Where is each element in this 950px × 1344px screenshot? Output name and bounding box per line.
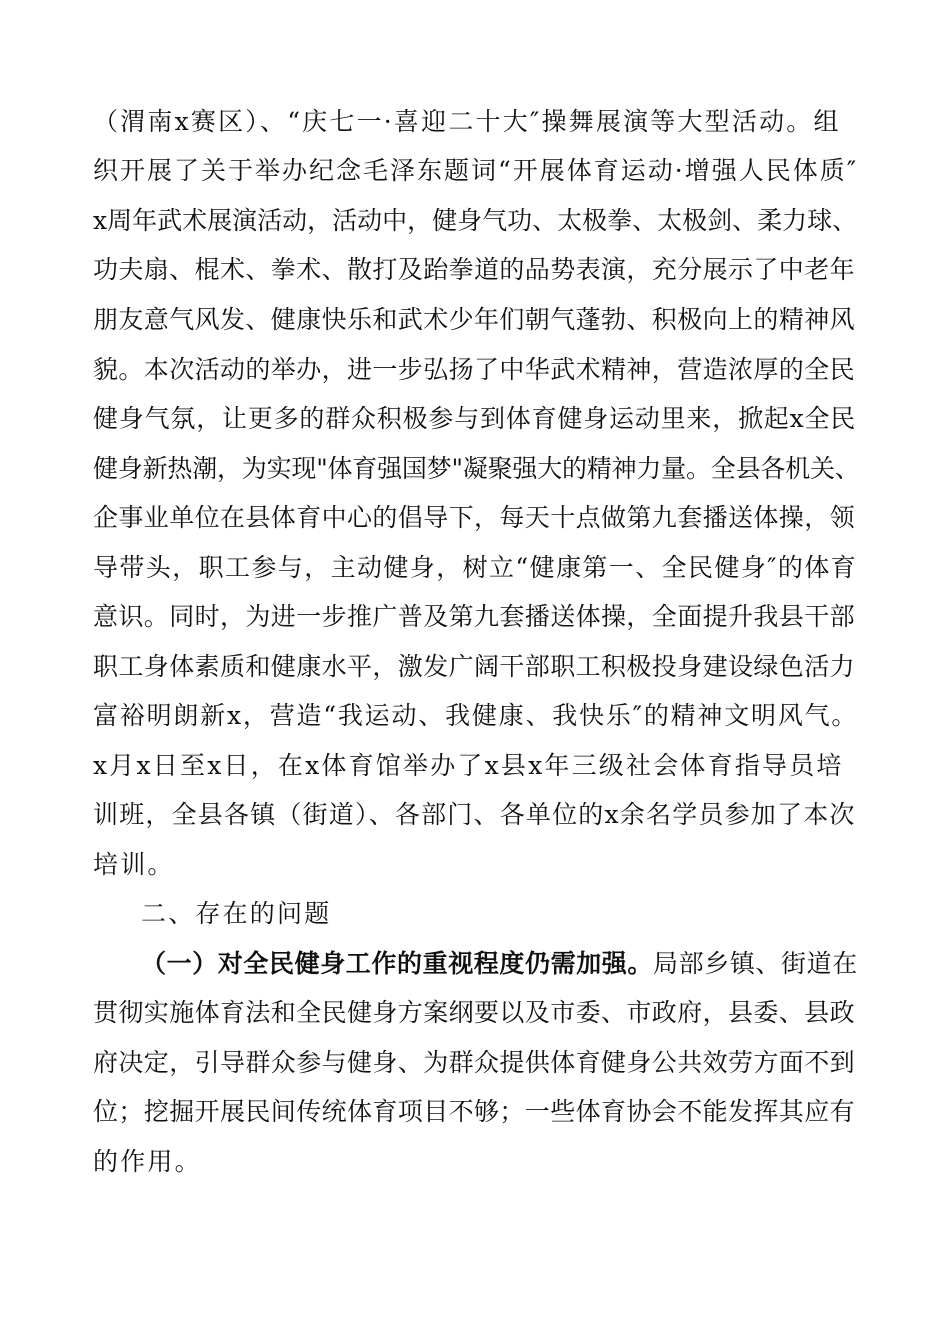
body-text-line: 贯彻实施体育法和全民健身方案纲要以及市委、市政府，县委、县政 [93,998,856,1027]
body-text-line: 健身气氛，让更多的群众积极参与到体育健身运动里来，掀起x全民 [93,404,857,433]
body-text-line: 培训。 [93,850,175,879]
body-text-line: 富裕明朗新x，营造“我运动、我健康、我快乐″的精神文明风气。 [93,701,859,730]
body-text-line: 的作用。 [93,1147,202,1176]
body-text-line: 训班，全县各镇（街道）、各部门、各单位的x余名学员参加了本次 [93,800,856,829]
body-text-line: 职工身体素质和健康水平，激发广阔干部职工积极投身建设绿色活力 [93,652,856,681]
section-heading: 二、存在的问题 [141,899,332,928]
body-text-line: 位；挖掘开展民间传统体育项目不够；一些体育协会不能发挥其应有 [93,1097,856,1126]
body-text-line: 貌。本次活动的举办，进一步弘扬了中华武术精神，营造浓厚的全民 [93,355,856,384]
body-text-line: 企事业单位在县体育中心的倡导下，每天十点做第九套播送体操，领 [93,503,856,532]
body-text-line: 健身新热潮，为实现"体育强国梦"凝聚强大的精神力量。全县各机关、 [93,454,860,483]
body-text-line: （渭南x赛区）、“庆七一·喜迎二十大″操舞展演等大型活动。组 [93,107,841,136]
body-text-line: 织开展了关于举办纪念毛泽东题词“开展体育运动·增强人民体质″ [93,156,859,185]
body-text-line: 导带头，职工参与，主动健身，树立“健康第一、全民健身″的体育 [93,553,858,582]
subsection-lead: （一）对全民健身工作的重视程度仍需加强。 [141,949,654,978]
body-text-line: 朋友意气风发、健康快乐和武术少年们朝气蓬勃、积极向上的精神风 [93,305,856,334]
subsection-first-line [141,944,858,984]
body-text-line: x月x日至x日，在x体育馆举办了x县x年三级社会体育指导员培 [93,751,844,780]
body-text-line: 府决定，引导群众参与健身、为群众提供体育健身公共效劳方面不到 [93,1048,856,1077]
body-text-line: 意识。同时，为进一步推广普及第九套播送体操，全面提升我县干部 [93,602,856,631]
body-text-line: 功夫扇、棍术、拳术、散打及跆拳道的品势表演，充分展示了中老年 [93,255,856,284]
body-text-line: x周年武术展演活动，活动中，健身气功、太极拳、太极剑、柔力球、 [93,206,858,235]
subsection-lead-tail: 局部乡镇、街道在 [653,949,858,978]
